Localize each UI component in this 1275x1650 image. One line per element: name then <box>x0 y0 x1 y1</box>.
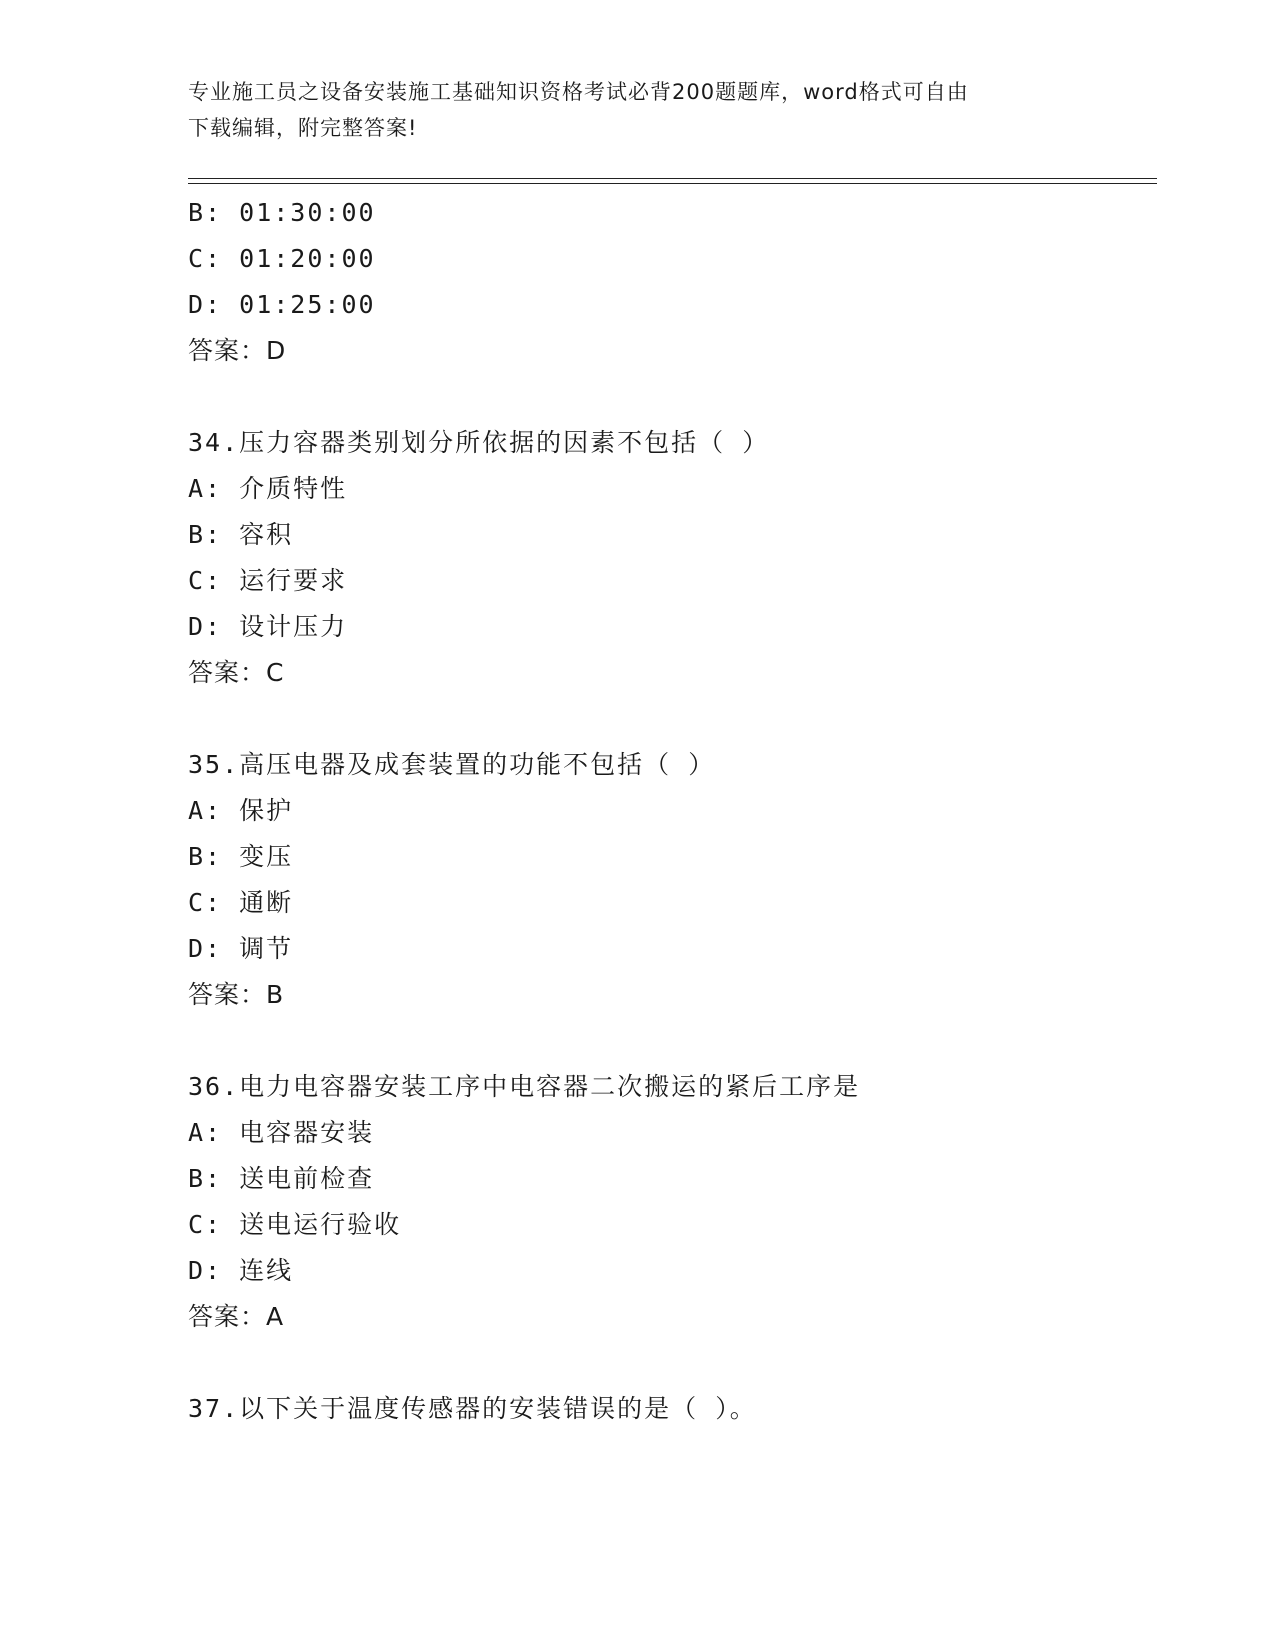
option-d: D: 设计压力 <box>188 612 348 641</box>
header-rule-top <box>188 178 1157 179</box>
spacer <box>188 1018 1148 1064</box>
question-35 <box>188 742 1148 1018</box>
question-37 <box>188 1386 1148 1432</box>
option-a: A: 保护 <box>188 796 294 825</box>
option-b: B: 容积 <box>188 520 294 549</box>
answer-label: 答案：C <box>188 658 285 687</box>
question-34 <box>188 420 1148 696</box>
header-rule-bottom <box>188 183 1157 184</box>
option-c: C: 运行要求 <box>188 566 348 595</box>
header-line-1: 专业施工员之设备安装施工基础知识资格考试必背200题题库，word格式可自由 <box>188 80 969 104</box>
option-d: D: 调节 <box>188 934 294 963</box>
spacer <box>188 374 1148 420</box>
answer-label: 答案：B <box>188 980 285 1009</box>
option-c: C: 送电运行验收 <box>188 1210 402 1239</box>
question-stem: 37.以下关于温度传感器的安装错误的是（ ）。 <box>188 1394 757 1423</box>
question-stem: 35.高压电器及成套装置的功能不包括（ ） <box>188 750 716 779</box>
option-a: A: 介质特性 <box>188 474 348 503</box>
option-a: A: 电容器安装 <box>188 1118 375 1147</box>
answer-label: 答案：A <box>188 1302 285 1331</box>
option-d: D: 01:25:00 <box>188 290 376 319</box>
option-c: C: 通断 <box>188 888 294 917</box>
spacer <box>188 696 1148 742</box>
answer-label: 答案：D <box>188 336 287 365</box>
option-d: D: 连线 <box>188 1256 294 1285</box>
question-stem: 34.压力容器类别划分所依据的因素不包括（ ） <box>188 428 770 457</box>
option-c: C: 01:20:00 <box>188 244 376 273</box>
question-33-partial <box>188 190 1148 374</box>
option-b: B: 变压 <box>188 842 294 871</box>
spacer <box>188 1340 1148 1386</box>
option-b: B: 01:30:00 <box>188 198 376 227</box>
option-b: B: 送电前检查 <box>188 1164 375 1193</box>
question-stem: 36.电力电容器安装工序中电容器二次搬运的紧后工序是 <box>188 1072 861 1101</box>
question-list <box>188 190 1148 1432</box>
header-line-2: 下载编辑，附完整答案! <box>188 116 418 140</box>
question-36 <box>188 1064 1148 1340</box>
document-header <box>188 74 1088 146</box>
